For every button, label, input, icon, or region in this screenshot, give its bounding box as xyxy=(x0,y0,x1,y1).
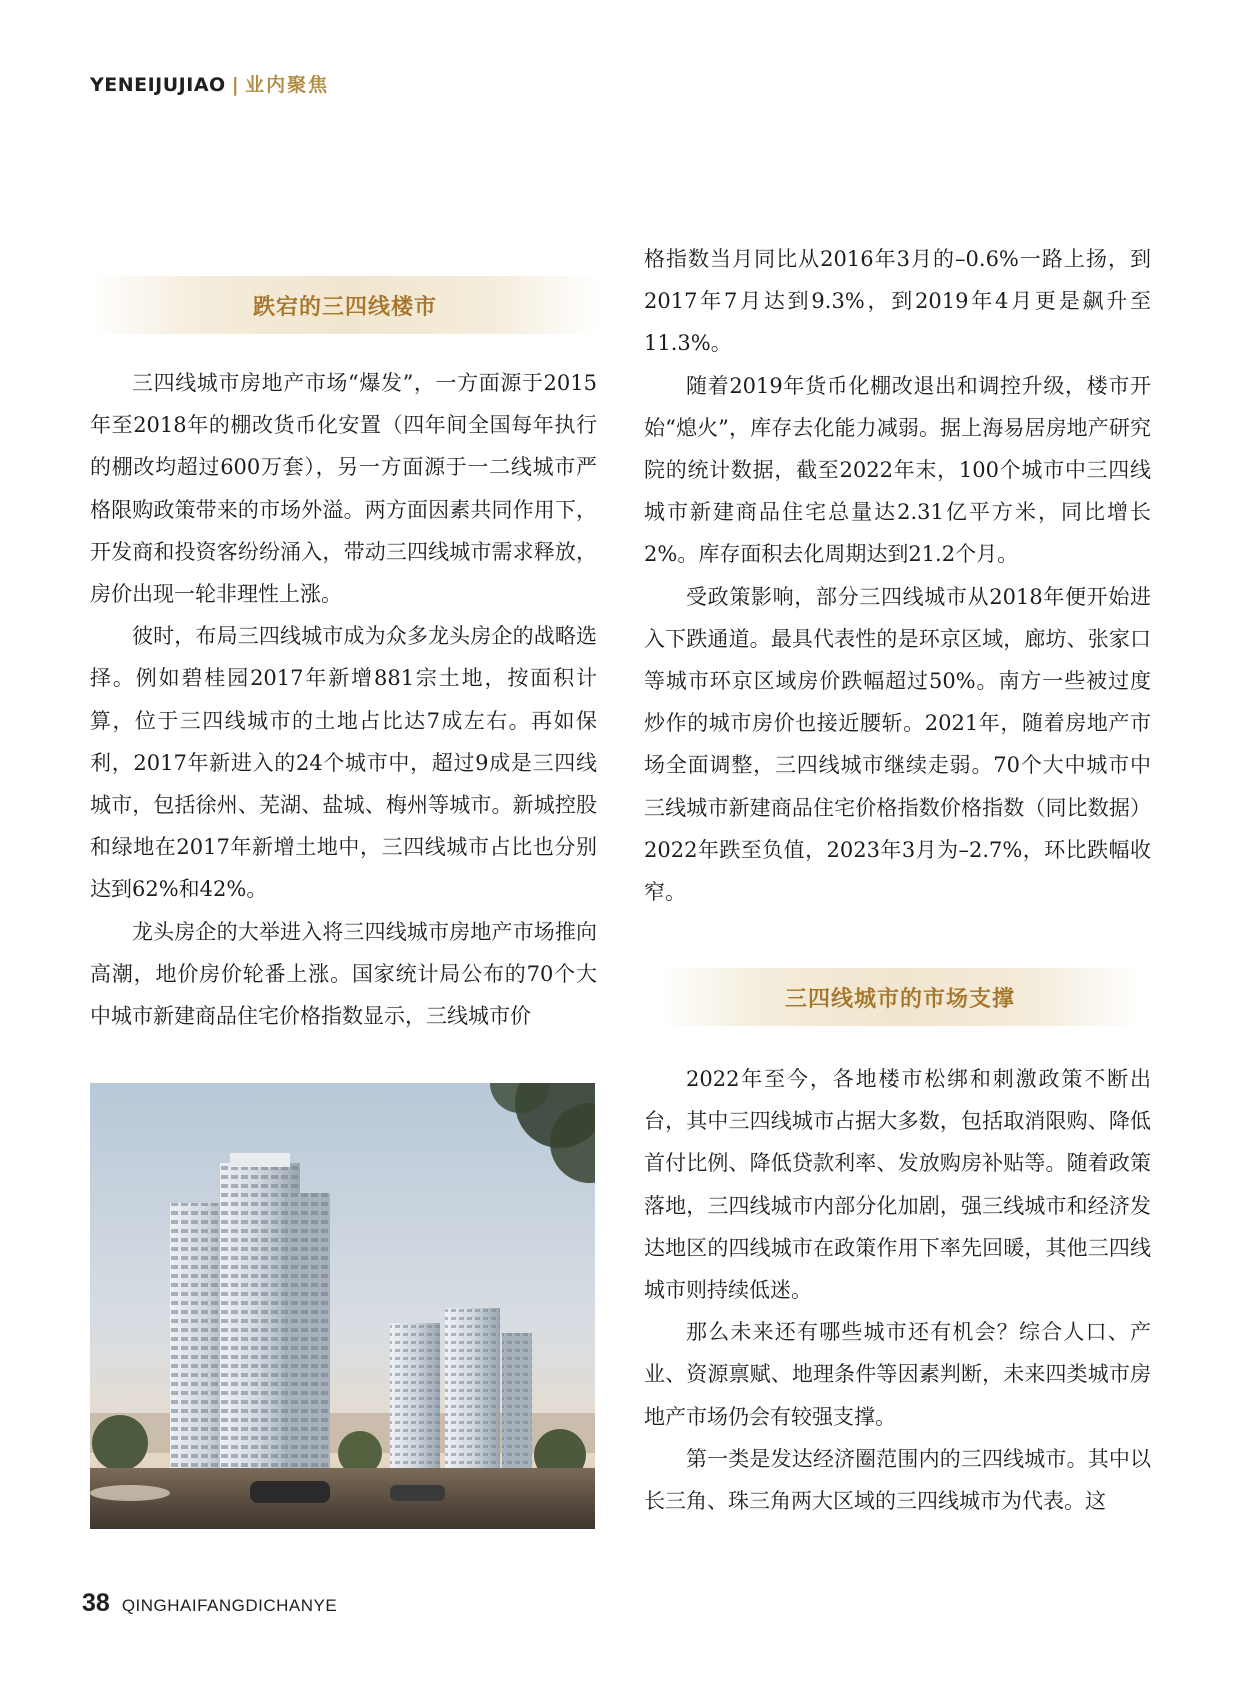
section-heading-2 xyxy=(660,968,1140,1026)
section-heading-1 xyxy=(90,276,600,334)
running-header xyxy=(90,70,329,97)
paragraph: 第一类是发达经济圈范围内的三四线城市。其中以长三角、珠三角两大区域的三四线城市为代表。这 xyxy=(644,1446,1151,1514)
section-heading-2-text: 三四线城市的市场支撑 xyxy=(784,986,1015,1012)
building-rendering-photo xyxy=(90,1083,595,1529)
paragraph: 2022年至今，各地楼市松绑和刺激政策不断出台，其中三四线城市占据大多数，包括取消限购、降低首付比例、降低贷款利率、发放购房补贴等。随着政策落地，三四线城市内部分化加剧，强三线城市和经济发达地区的四线城市在政策作用下率先回暖，其他三四线城市则持续低迷。 xyxy=(644,1067,1151,1303)
magazine-name: QINGHAIFANGDICHANYE xyxy=(121,1596,338,1615)
header-en: YENEIJUJIAO xyxy=(90,74,226,96)
page-footer xyxy=(82,1589,337,1618)
paragraph: 那么未来还有哪些城市还有机会？综合人口、产业、资源禀赋、地理条件等因素判断，未来四类城市房地产市场仍会有较强支撑。 xyxy=(644,1320,1151,1429)
left-column xyxy=(90,362,597,1037)
building-illustration xyxy=(90,1083,595,1529)
page-number: 38 xyxy=(82,1589,110,1617)
paragraph: 三四线城市房地产市场“爆发”，一方面源于2015年至2018年的棚改货币化安置（四年间全国每年执行的棚改均超过600万套），另一方面源于一二线城市严格限购政策带来的市场外溢。两方面因素共同作用下，开发商和投资客纷纷涌入，带动三四线城市需求释放，房价出现一轮非理性上涨。 xyxy=(90,371,597,607)
paragraph: 龙头房企的大举进入将三四线城市房地产市场推向高潮，地价房价轮番上涨。国家统计局公布的70个大中城市新建商品住宅价格指数显示，三线城市价 xyxy=(90,919,597,1029)
header-cn: 业内聚焦 xyxy=(245,74,330,96)
section-heading-1-text: 跌宕的三四线楼市 xyxy=(252,294,437,320)
right-column-top xyxy=(644,238,1151,913)
paragraph: 随着2019年货币化棚改退出和调控升级，楼市开始“熄火”，库存去化能力减弱。据上海易居房地产研究院的统计数据，截至2022年末，100个城市中三四线城市新建商品住宅总量达2.31亿平方米，同比增长2%。库存面积去化周期达到21.2个月。 xyxy=(644,373,1151,567)
paragraph: 受政策影响，部分三四线城市从2018年便开始进入下跌通道。最具代表性的是环京区域，廊坊、张家口等城市环京区域房价跌幅超过50%。南方一些被过度炒作的城市房价也接近腰斩。2021年，随着房地产市场全面调整，三四线城市继续走弱。70个大中城市中三线城市新建商品住宅价格指数价格指数（同比数据）2022年跌至负值，2023年3月为–2.7%，环比跌幅收窄。 xyxy=(644,584,1151,905)
right-column-bottom xyxy=(644,1058,1151,1522)
paragraph: 彼时，布局三四线城市成为众多龙头房企的战略选择。例如碧桂园2017年新增881宗土地，按面积计算，位于三四线城市的土地占比达7成左右。再如保利，2017年新进入的24个城市中，超过9成是三四线城市，包括徐州、芜湖、盐城、梅州等城市。新城控股和绿地在2017年新增土地中，三四线城市占比也分别达到62%和42%。 xyxy=(90,624,597,902)
paragraph: 格指数当月同比从2016年3月的–0.6%一路上扬，到2017年7月达到9.3%，到2019年4月更是飙升至11.3%。 xyxy=(644,247,1151,356)
header-separator: | xyxy=(231,74,240,96)
